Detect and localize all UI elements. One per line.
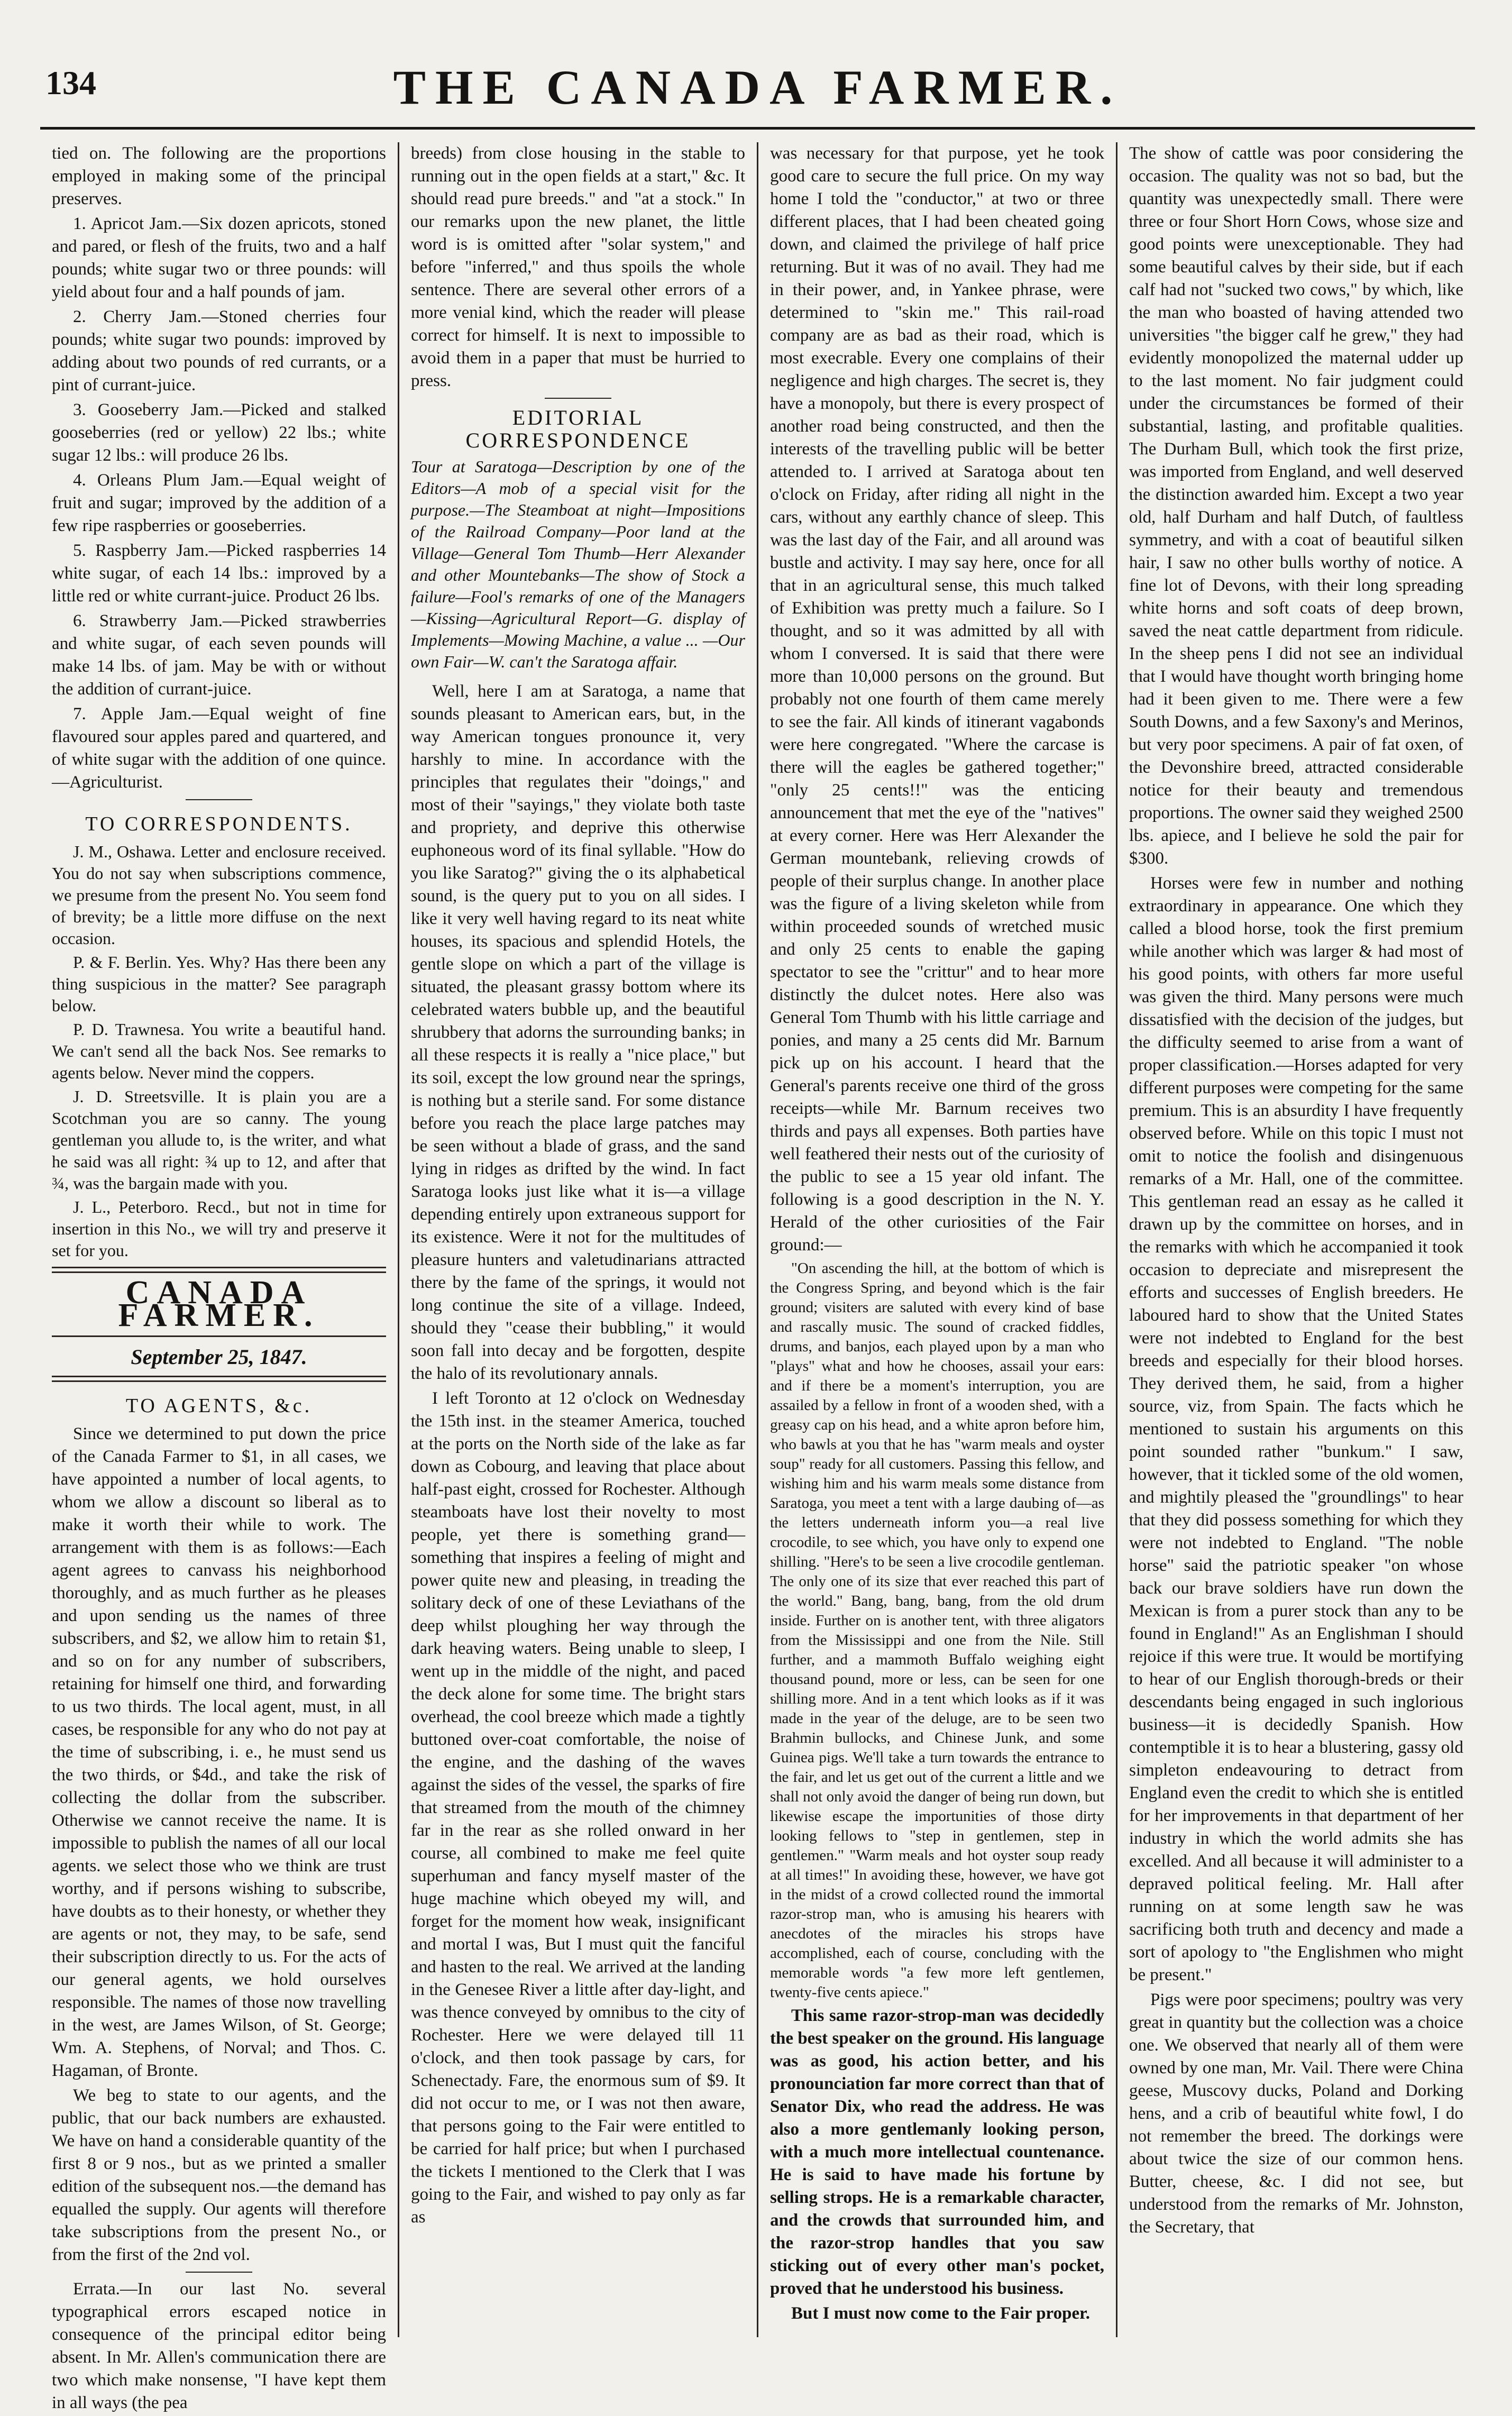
recipe-item: 3. Gooseberry Jam.—Picked and stalked gooseberries (red or yellow) 22 lbs.; white sugar 12 lbs.: will produce 26 lbs.: [52, 400, 386, 465]
page-number: 134: [45, 64, 96, 102]
divider: [52, 1376, 386, 1382]
paper-title: CANADA FARMER.: [118, 1275, 320, 1333]
issue-date: September 25, 1847.: [131, 1345, 307, 1369]
article-paragraph: But I must now come to the Fair proper.: [791, 2304, 1090, 2323]
divider: [52, 1267, 386, 1273]
column-2: [399, 142, 758, 2337]
masthead: THE CANADA FARMER.: [393, 60, 1122, 114]
herald-quote: "On ascending the hill, at the bottom of which is the Congress Spring, and beyond which is the fair ground; visiters are saluted with every kind of base and rascally music. The sound of cracked fiddles, drums, and banjos, each played upon by a man who "plays" what and how he chooses, assail your ears: and if there be a moment's interruption, you are assailed by a fellow in front of a wooden shed, with a greasy cap on his head, and a white apron before him, who bawls at you that he has "warm meals and oyster soup" ready for all customers. Passing this fellow, and wishing him and his warm meals some distance from Saratoga, you meet a tent with a large daubing of—as the letters underneath inform you—a real live crocodile, to see which, you have only to expend one shilling. "Here's to be seen a live crocodile gentleman. The only one of its size that ever reached this part of the world." Bang, bang, bang, from the old drum inside. Further on is another tent, with three aligators from the Mississippi and one from the Nile. Still further, and a mammoth Buffalo weighing eight thousand pound, more or less, can be seen for one shilling more. And in a tent which looks as if it was made in the year of the deluge, are to be seen two Brahmin bullocks, and Chinese Junk, and some Guinea pigs. We'll take a turn towards the entrance to the fair, and let us get out of the current a little and we shall not only avoid the danger of being run down, but likewise escape the importunities of those dirty looking fellows to "step in gentlemen, step in gentlemen." "Warm meals and hot oyster soup ready at all times!" In avoiding these, however, we have got in the midst of a crowd collected round the immortal razor-strop man, who is amusing his hearers with anecdotes of the miracles his strops have accomplished, each of course, concluding with the memorable words "a few more left gentlemen, twenty-five cents apiece.": [770, 1260, 1104, 2001]
correspondent-note: J. L., Peterboro. Recd., but not in time for insertion in this No., we will try and preserve it set for you.: [52, 1197, 386, 1260]
recipe-item: 5. Raspberry Jam.—Picked raspberries 14 white sugar, of each 14 lbs.: improved by a little red or white currant-juice. Product 26 lbs.: [52, 541, 386, 606]
recipe-item: 2. Cherry Jam.—Stoned cherries four pounds; white sugar two pounds: improved by adding about two pounds of red currants, or a pint of currant-juice.: [52, 307, 386, 395]
errata-continued: breeds) from close housing in the stable to running out in the open fields at a start," &c. It should read pure breeds." and "at a stock." In our remarks upon the new planet, the little word is is omitted after "solar system," and before "inferred," and thus spoils the whole sentence. There are several other errors of a more venial kind, which the reader will please correct for himself. It is next to impossible to avoid them in a paper that must be hurried to press.: [411, 144, 745, 390]
recipe-item: 4. Orleans Plum Jam.—Equal weight of fruit and sugar; improved by the addition of a few ripe raspberries or gooseberries.: [52, 471, 386, 535]
correspondents-heading: TO CORRESPONDENTS.: [85, 813, 353, 835]
divider: [186, 799, 252, 800]
recipe-item: 1. Apricot Jam.—Six dozen apricots, stoned and pared, or flesh of the fruits, two and a half pounds; white sugar two or three pounds: will yield about four and a half pounds of jam.: [52, 214, 386, 301]
article-paragraph: This same razor-strop-man was decidedly the best speaker on the ground. His language was as good, his action better, and his pronounciation far more correct than that of Senator Dix, who read the address. He was also a more gentlemanly looking person, with a much more intellectual countenance. He is said to have made his fortune by selling strops. He is a remarkable character, and the crowds that surrounded him, and the razor-strop handles that you saw sticking out of every other man's pocket, proved that he understood his business.: [770, 2006, 1104, 2298]
editorial-heading: EDITORIAL CORRESPONDENCE: [465, 406, 691, 452]
article-paragraph: I left Toronto at 12 o'clock on Wednesday the 15th inst. in the steamer America, touched at the ports on the North side of the lake as far down as Cobourg, and leaving that place about half-past eight, crossed for Rochester. Although steamboats have lost their novelty to most people, yet there is something grand—something that inspires a feeling of might and power quite new and pleasing, in treading the solitary deck of one of these Leviathans of the deep whilst ploughing her way through the dark heaving waters. Being unable to sleep, I went up in the middle of the night, and paced the deck alone for some time. The bright stars overhead, the cool breeze which made a tightly buttoned over-coat comfortable, the noise of the engine, and the dashing of the waves against the sides of the vessel, the sparks of fire that streamed from the mouth of the chimney far in the rear as she rolled onward in her course, all combined to make me feel quite superhuman and fancy myself master of the huge machine which obeyed my will, and forget for the moment how weak, insignificant and mortal I was, But I must quit the fanciful and hasten to the real. We arrived at the landing in the Genesee River a little after day-light, and was thence conveyed by omnibus to the city of Rochester. Here we were delayed till 11 o'clock, and then took passage by cars, for Schenectady. Fare, the enormous sum of $9. It did not occur to me, or I was not then aware, that persons going to the Fair were entitled to be carried for half price; but when I purchased the tickets I mentioned to the Clerk that I was going to the Fair, and wished to pay only as far as: [411, 1389, 745, 2227]
column-4: [1117, 142, 1475, 2337]
correspondent-note: J. D. Streetsville. It is plain you are a Scotchman you are so canny. The young gentleman you allude to, is the writer, and what he said was all right: ¾ up to 12, and after that ¾, was the bargain made with you.: [52, 1087, 386, 1193]
article-paragraph: was necessary for that purpose, yet he took good care to secure the full price. On my way home I told the "conductor," at two or three different places, that I had been cheated going down, and claimed the privilege of half price returning. But it was of no avail. They had me in their power, and, in Yankee phrase, were determined to "skin me." This rail-road company are as bad as their road, which is most execrable. Every one complains of their negligence and high charges. The secret is, they have a monopoly, but there is every prospect of another road being constructed, and then the interests of the travelling public will be better attended to. I arrived at Saratoga about ten o'clock on Friday, after riding all night in the cars, without any earthly chance of sleep. This was the last day of the Fair, and all around was bustle and activity. I may say here, once for all that in an agricultural sense, this much talked of Exhibition was pretty much a failure. So I thought, and so it was admitted by all with whom I conversed. It is said that there were more than 10,000 persons on the ground. But probably not one fourth of them came merely to see the fair. All kinds of itinerant vagabonds were here congregated. "Where the carcase is there will the eagles be gathered together;" "only 25 cents!!" was the enticing announcement that met the eye of the "natives" at every corner. Here was Herr Alexander the German mountebank, relieving crowds of people of their surplus change. In another place was the figure of a living skeleton while from within proceeded sounds of wretched music and only 25 cents to enable the gaping spectator to see the "crittur" and to hear more distinctly the dulcet notes. Here also was General Tom Thumb with his little carriage and ponies, and many a 25 cents did Mr. Barnum pick up on his account. I heard that the General's parents receive one third of the gross receipts—while Mr. Barnum receives two thirds and pays all expenses. Both parties have well feathered their nests out of the curiosity of the public to see a 15 year old infant. The following is a good description in the N. Y. Herald of the other curiosities of the Fair ground:—: [770, 144, 1104, 1255]
correspondent-note: P. D. Trawnesa. You write a beautiful hand. We can't send all the back Nos. See remarks to agents below. Never mind the coppers.: [52, 1020, 386, 1082]
correspondent-note: P. & F. Berlin. Yes. Why? Has there been any thing suspicious in the matter? See paragraph below.: [52, 953, 386, 1015]
newspaper-page: [0, 48, 1512, 2416]
page-header: [40, 48, 1475, 130]
divider: [545, 398, 611, 399]
article-paragraph: Pigs were poor specimens; poultry was very great in quantity but the collection was a choice one. We observed that nearly all of them were owned by one man, Mr. Vail. There were China geese, Muscovy ducks, Poland and Dorking hens, and a crib of beautiful white fowl, I do not remember the breed. The dorkings were about twice the size of our common hens. Butter, cheese, &c. I did not see, but understood from the remarks of Mr. Johnston, the Secretary, that: [1129, 1990, 1463, 2237]
divider: [186, 2272, 252, 2273]
correspondent-note: J. M., Oshawa. Letter and enclosure received. You do not say when subscriptions commence, we presume from the present No. You seem fond of brevity; be a little more diffuse on the next occasion.: [52, 842, 386, 948]
recipe-intro: tied on. The following are the proportions employed in making some of the principal preserves.: [52, 144, 386, 208]
agents-heading: TO AGENTS, &c.: [125, 1395, 313, 1417]
column-1: [40, 142, 399, 2412]
agents-paragraph: We beg to state to our agents, and the public, that our back numbers are exhausted. We have on hand a considerable quantity of the first 8 or 9 nos., but as we printed a smaller edition of the subsequent nos.—the demand has equalled the supply. Our agents will therefore take subscriptions from the present No., or from the first of the 2nd vol.: [52, 2086, 386, 2264]
article-paragraph: Horses were few in number and nothing extraordinary in appearance. One which they called a blood horse, took the first premium while another which was larger & had most of his good points, with others far more useful was given the third. Many persons were much dissatisfied with the decision of the judges, but the difficulty seemed to arise from a want of proper classification.—Horses adapted for very different purposes were competing for the same premium. This is an absurdity I have frequently observed before. While on this topic I must not omit to notice the foolish and disingenuous remarks of a Mr. Hall, one of the committee. This gentleman read an essay as he called it drawn up by the committee on horses, and in the remarks with which he accompanied it took occasion to depreciate and misrepresent the efforts and successes of English breeders. He laboured hard to show that the United States were not indebted to England for the best breeds and especially for their blood horses. They derived them, he said, from a higher source, viz, from Spain. The facts which he mentioned to sustain his arguments on this point sounded rather "bunkum." I saw, however, that it tickled some of the old women, and mightily pleased the "groundlings" to hear that they did possess something for which they were not indebted to England. "The noble horse" said the patriotic speaker "on whose back our brave soldiers have run down the Mexican is from a purer stock than any to be found in England!" As an Englishman I should rejoice if this were true. It would be mortifying to hear of our English thorough-breds or their descendants being engaged in such inglorious business—it is decidedly Spanish. How contemptible it is to hear a blustering, gassy old simpleton endeavouring to detract from England even the credit to which she is entitled for her improvements in that department of her industry in which the world admits she has excelled. And all because it will administer to a depraved political feeling. Mr. Hall after running on at some length saw he was sacrificing both truth and decency and made a sort of apology to "the Englishmen who might be present.": [1129, 874, 1463, 1984]
divider: [52, 1335, 386, 1337]
errata-paragraph: Errata.—In our last No. several typographical errors escaped notice in consequence of the principal editor being absent. In Mr. Allen's communication there are two which make nonsense, "I have kept them in all ways (the pea: [52, 2280, 386, 2412]
agents-paragraph: Since we determined to put down the price of the Canada Farmer to $1, in all cases, we have appointed a number of local agents, to whom we allow a discount so liberal as to make it worth their while to work. The arrangement with them is as follows:—Each agent agrees to canvass his neighborhood thoroughly, and as much further as he pleases and upon sending us the names of three subscribers, and $2, we allow him to retain $1, and so on for any number of subscribers, retaining for himself one third, and forwarding to us two thirds. The local agent, must, in all cases, be responsible for any who do not pay at the time of subscribing, i. e., he must send us the two thirds, or $4d., and take the risk of collecting the dollar from the subscriber. Otherwise we cannot receive the name. It is impossible to publish the names of all our local agents. we select those who we think are trust worthy, and if persons wishing to subscribe, have doubts as to their honesty, or whether they are agents or not, they may, to be safe, send their subscription directly to us. For the acts of our general agents, we hold ourselves responsible. The names of those now travelling in the west, are James Wilson, of St. George; Wm. A. Stephens, of Norval; and Thos. C. Hagaman, of Bronte.: [52, 1424, 386, 2080]
recipe-item: 7. Apple Jam.—Equal weight of fine flavoured sour apples pared and quartered, and of white sugar with the addition of one quince.—Agriculturist.: [52, 704, 386, 792]
columns: [40, 142, 1475, 2412]
recipe-item: 6. Strawberry Jam.—Picked strawberries and white sugar, of each seven pounds will make 14 lbs. of jam. May be with or without the addition of currant-juice.: [52, 611, 386, 699]
article-paragraph: Well, here I am at Saratoga, a name that sounds pleasant to American ears, but, in the way American tongues pronounce it, very harshly to mine. In accordance with the principles that regulates their "doings," and most of their "sayings," they violate both taste and propriety, and deprive this otherwise euphoneous word of its final syllable. "How do you like Saratog?" giving the o its alphabetical sound, is the query put to you on all sides. I like it very well having regard to its neat white houses, its spacious and splendid Hotels, the gentle slope on which a part of the village is situated, the pleasant grassy bottom where its celebrated waters bubble up, and the beautiful shrubbery that adorns the surrounding banks; in all these respects it is really a "nice place," but its soil, except the low ground near the springs, is nothing but a sterile sand. For some distance before you reach the place large patches may be seen without a blade of grass, and the sand lying in ridges as drifted by the wind. In fact Saratoga looks just like what it is—a village depending entirely upon extraneous support for its existence. Were it not for the multitudes of pleasure hunters and valetudinarians attracted there by the fame of the springs, it would not long continue the site of a village. Indeed, should they "cease their bubbling," it would soon fall into decay and be forgotten, despite the halo of its revolutionary annals.: [411, 682, 745, 1383]
column-3: [758, 142, 1117, 2337]
article-paragraph: The show of cattle was poor considering the occasion. The quality was not so bad, but the quantity was unexpectedly small. There were three or four Short Horn Cows, whose size and good points were unexceptionable. They had some beautiful calves by their side, but if each calf had not "sucked two cows," by which, like the man who boasted of having attended two universities "the bigger calf he grew," they had evidently monopolized the maternal udder up to the last moment. No fair judgment could under the circumstances be formed of their substantial, lasting, and profitable qualities. The Durham Bull, which took the first prize, was imported from England, and well deserved the distinction awarded him. Except a two year old, half Durham and half Dutch, of faultless symmetry, and with a coat of beautiful silken hair, I saw no other bulls worthy of notice. A fine lot of Devons, with their long spreading white horns and soft coats of deep brown, saved the neat cattle department from ridicule. In the sheep pens I did not see an individual that I would have thought worth bringing home had it been given to me. There were a few South Downs, and a few Saxony's and Merinos, but very poor specimens. A pair of fat oxen, of the Devonshire breed, attracted considerable notice for their beauty and tremendous proportions. The owner said they weighed 2500 lbs. apiece, and I believe he sold the pair for $300.: [1129, 144, 1463, 868]
editorial-summary: Tour at Saratoga—Description by one of the Editors—A mob of a special visit for the purpose.—The Steamboat at night—Impositions of the Railroad Company—Poor land at the Village—General Tom Thumb—Herr Alexander and other Mountebanks—The show of Stock a failure—Fool's remarks of one of the Managers—Kissing—Agricultural Report—G. display of Implements—Mowing Machine, a value ... —Our own Fair—W. can't the Saratoga affair.: [411, 457, 745, 671]
